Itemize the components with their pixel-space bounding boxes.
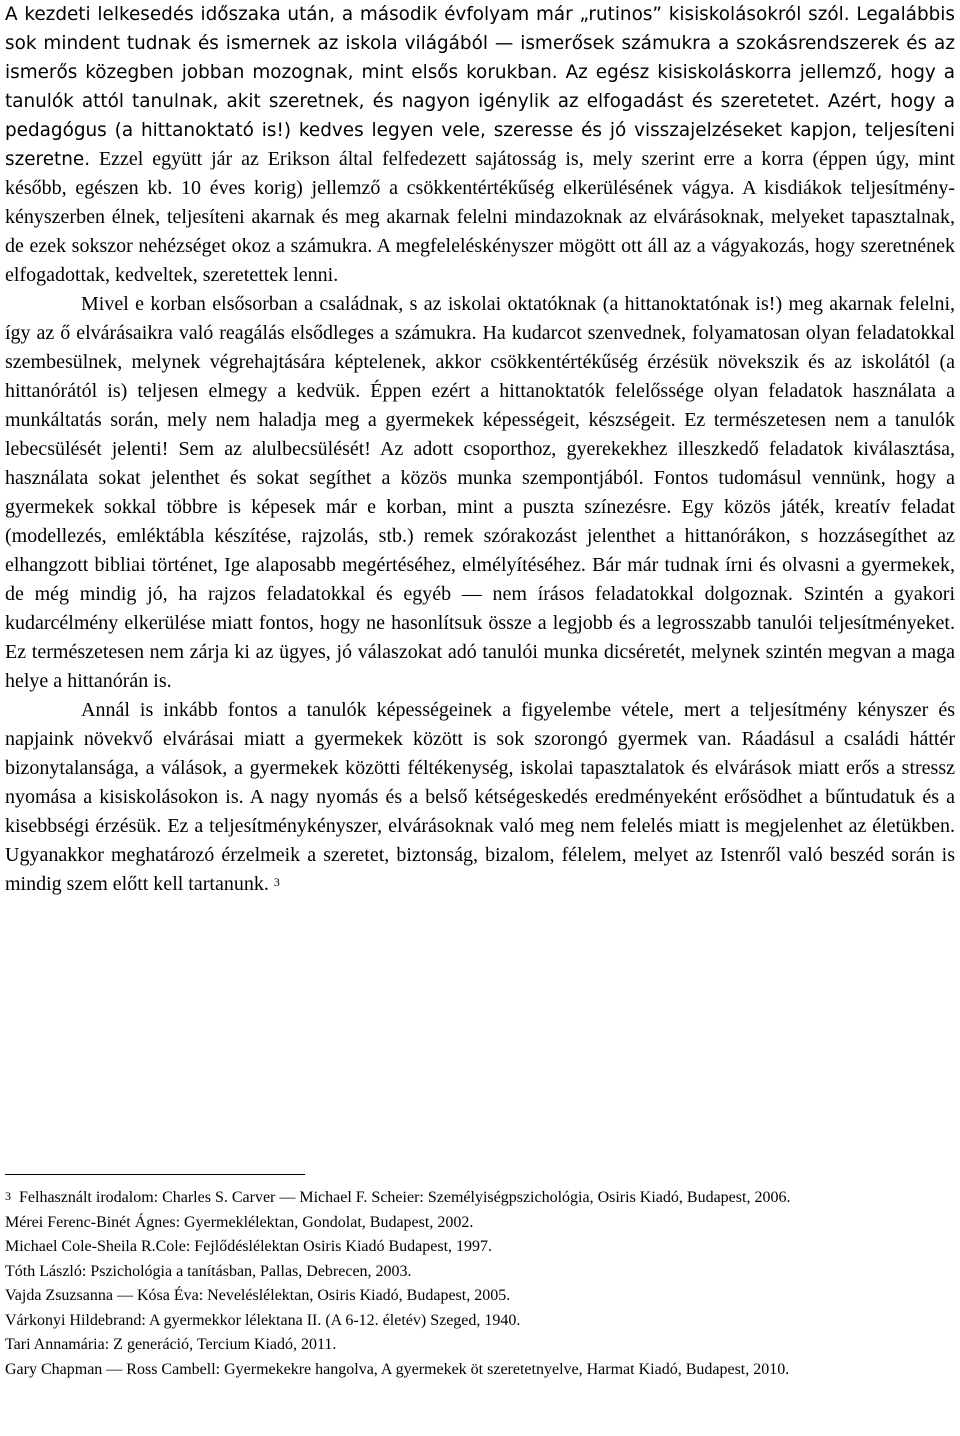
footnote-first-text: Felhasznált irodalom: Charles S. Carver — Michael F. Scheier: Személyiségpszichológia, Osiris Kiadó, Budapest, 2006.: [19, 1189, 791, 1206]
footnote-reference: 3: [273, 875, 280, 889]
reference-item: Tóth László: Pszichológia a tanításban, Pallas, Debrecen, 2003.: [5, 1262, 412, 1280]
footnote-separator: [5, 1174, 305, 1175]
document-page: [5, 0, 955, 899]
paragraph-1-rest: Ezzel együtt jár az Erikson által felfedezett sajátosság is, mely szerint erre a korra (éppen úgy, mint később, egészen kb. 10 éves korig) jellemző a csökkentértékűség elkerülésének vágya. A kisdiákok teljesítmény-kényszerben élnek, teljesíteni akarnak és meg akarnak felelni mindazoknak az elvárásoknak, melyeket tapasztalnak, de ezek sokszor nehézséget okoz a számukra. A megfeleléskényszer mögött ott áll az a vágyakozás, hogy szeretnének elfogadottak, kedveltek, szeretettek lenni.: [5, 148, 955, 286]
paragraph-3-text: Annál is inkább fontos a tanulók képességeinek a figyelembe vétele, mert a teljesítmény kényszer és napjaink növekvő elvárásai miatt a gyermekek között is sok szorongó gyermek van. Ráadásul a családi háttér bizonytalansága, a válások, a gyermekek közötti féltékenység, iskolai tapasztalatok és elvárások miatt erős a stressz nyomása a kisiskolásokon is. A nagy nyomás és a belső kétségeskedés eredményeként erősödhet a bűntudatuk és a kisebbségi érzésük. Ez a teljesítménykényszer, elvárásoknak való meg nem felelés miatt is megjelenhet az életükben. Ugyanakkor meghatározó érzelmeik a szeretet, biztonság, bizalom, félelem, melyet az Istenről való beszéd során is mindig szem előtt kell tartanunk.: [5, 699, 955, 895]
paragraph-2: Mivel e korban elsősorban a családnak, s az iskolai oktatóknak (a hittanoktatónak is!) meg akarnak felelni, így az ő elvárásaikra való reagálás elsődleges a számukra. Ha kudarcot szenvednek, folyamatosan olyan feladatokkal szembesülnek, melynek végrehajtására képtelenek, akkor csökkentértékűség érzésük növekszik és az iskolától (a hittanórától is) teljesen elmegy a kedvük. Éppen ezért a hittanoktatók felelőssége olyan feladatok használata a munkáltatás során, mely nem haladja meg a gyermekek képességeit, készségeit. Ez természetesen nem a tanulók lebecsülését jelenti! Sem az alulbecsülését! Az adott csoporthoz, gyerekekhez illeszkedő feladatok kiválasztása, használata sokat jelenthet és sokat segíthet a közös munka szempontjából. Fontos tudomásul vennünk, hogy a gyermekek sokkal többre is képesek már e korban, mint a puszta színezésre. Egy közös játék, kreatív feladat (modellezés, emléktábla készítése, rajzolás, stb.) remek szórakozást jelenthet a hittanórákon, s hozzásegíthet az elhangzott bibliai történet, Ige alaposabb megértéséhez, elmélyítéséhez. Bár már tudnak írni és olvasni a gyermekek, de még mindig jó, ha rajzos feladatokkal és egyéb — nem írásos feladatokkal dolgoznak. Szintén a gyakori kudarcélmény elkerülése miatt fontos, hogy ne hasonlítsuk össze a legjobb és a legrosszabb tanulói teljesítményeket. Ez természetesen nem zárja ki az ügyes, jó válaszokat adó tanulói munka dicséretét, melynek szintén megvan a maga helye a hittanórán is.: [5, 293, 955, 692]
reference-item: Tari Annamária: Z generáció, Tercium Kiadó, 2011.: [5, 1336, 337, 1353]
reference-item: Gary Chapman — Ross Cambell: Gyermekekre hangolva, A gyermekek öt szeretetnyelve, Harmat Kiadó, Budapest, 2010.: [5, 1360, 790, 1378]
paragraph-3: [5, 696, 955, 899]
reference-item: Várkonyi Hildebrand: A gyermekkor lélektana II. (A 6-12. életév) Szeged, 1940.: [5, 1311, 521, 1329]
reference-item: Vajda Zsuzsanna — Kósa Éva: Neveléslélektan, Osiris Kiadó, Budapest, 2005.: [5, 1287, 511, 1304]
footnote-marker: 3: [5, 1189, 11, 1203]
footnotes: [5, 1186, 955, 1382]
reference-item: Michael Cole-Sheila R.Cole: Fejlődéslélektan Osiris Kiadó Budapest, 1997.: [5, 1238, 493, 1255]
paragraph-1: [5, 0, 955, 290]
paragraph-1-lead: A kezdeti lelkesedés időszaka után, a második évfolyam már „rutinos” kisiskolásokról szól. Legalábbis sok mindent tudnak és ismernek az iskola világából — ismerősek számukra a szokásrendszerek és az ismerős közegben jobban mozognak, mint elsős korukban. Az egész kisiskoláskorra jellemző, hogy a tanulók attól tanulnak, akit szeretnek, és nagyon igénylik az elfogadást és szeretetet. Azért, hogy a pedagógus (a hittanoktató is!) kedves legyen vele, szeresse és jó visszajelzéseket kapjon, teljesíteni szeretne.: [5, 4, 955, 170]
footnote-first: [5, 1186, 955, 1211]
reference-item: Mérei Ferenc-Binét Ágnes: Gyermeklélektan, Gondolat, Budapest, 2002.: [5, 1213, 474, 1231]
